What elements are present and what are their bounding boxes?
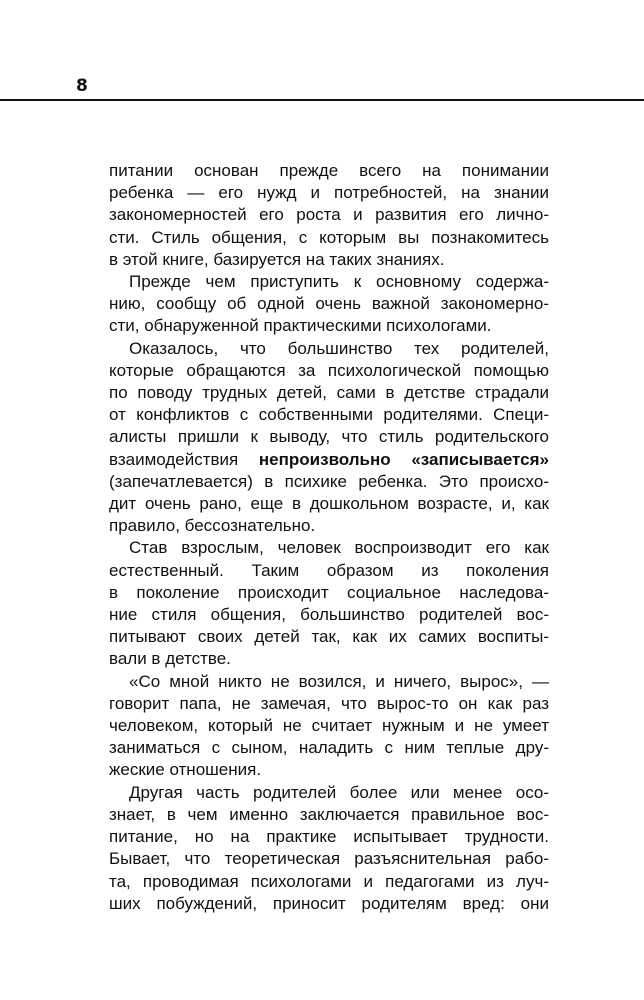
text-run: взаимодействия (109, 449, 259, 469)
text-line: правило, бессознательно. (109, 516, 316, 536)
text-line: питывают своих детей так, как их самих воспиты- (109, 627, 549, 647)
text-line: ребенка — его нужд и потребностей, на знании (109, 183, 549, 203)
text-line: питание, но на практике испытывает трудности. (109, 827, 549, 847)
text-line: закономерностей его роста и развития его лично- (109, 205, 549, 225)
text-line: дит очень рано, еще в дошкольном возрасте, и, как (109, 494, 549, 514)
page-header (0, 0, 644, 101)
paragraph (109, 671, 549, 782)
paragraph (109, 271, 549, 338)
text-line: говорит папа, не замечая, что вырос-то он как раз (109, 693, 549, 713)
text-line: знает, в чем именно заключается правильное вос- (109, 804, 549, 824)
text-line: Прежде чем приступить к основному содержа- (129, 272, 549, 292)
page-number: 8 (76, 76, 88, 96)
text-line: Другая часть родителей более или менее осо- (129, 782, 549, 802)
text-line: Бывает, что теоретическая разъяснительная рабо- (109, 849, 549, 869)
text-line: Став взрослым, человек воспроизводит его как (129, 538, 549, 558)
text-line: (запечатлевается) в психике ребенка. Это происхо- (109, 471, 549, 491)
text-line: в поколение происходит социальное наследова- (109, 582, 549, 602)
text-line: жеские отношения. (109, 760, 262, 780)
text-line: Оказалось, что большинство тех родителей, (129, 338, 549, 358)
text-line: вали в детстве. (109, 649, 231, 669)
text-line: сти. Стиль общения, с которым вы познакомитесь (109, 227, 549, 247)
paragraph (109, 782, 549, 915)
body-text (109, 160, 549, 915)
text-line: в этой книге, базируется на таких знаниях. (109, 249, 445, 269)
text-line: заниматься с сыном, наладить с ним теплые дру- (109, 738, 549, 758)
text-line: от конфликтов с собственными родителями. Специ- (109, 405, 549, 425)
text-line: сти, обнаруженной практическими психологами. (109, 316, 492, 336)
paragraph (109, 160, 549, 271)
header-rule (0, 99, 644, 101)
paragraph (109, 537, 549, 670)
text-line: человеком, который не считает нужным и не умеет (109, 716, 549, 736)
text-line: по поводу трудных детей, сами в детстве страдали (109, 383, 549, 403)
text-line: та, проводимая психологами и педагогами из луч- (109, 871, 549, 891)
text-line: ние стиля общения, большинство родителей вос- (109, 605, 549, 625)
text-line: алисты пришли к выводу, что стиль родительского (109, 427, 549, 447)
text-line-mixed (109, 449, 549, 471)
text-line: которые обращаются за психологической помощью (109, 360, 549, 380)
text-line: нию, сообщу об одной очень важной закономерно- (109, 294, 549, 314)
text-line: «Со мной никто не возился, и ничего, вырос», — (129, 671, 549, 691)
text-line: питании основан прежде всего на понимании (109, 161, 549, 180)
paragraph (109, 338, 549, 538)
text-line: естественный. Таким образом из поколения (109, 560, 549, 580)
emphasized-phrase: непроизвольно «записывается» (258, 449, 549, 469)
text-line: ших побуждений, приносит родителям вред: они (109, 893, 549, 913)
